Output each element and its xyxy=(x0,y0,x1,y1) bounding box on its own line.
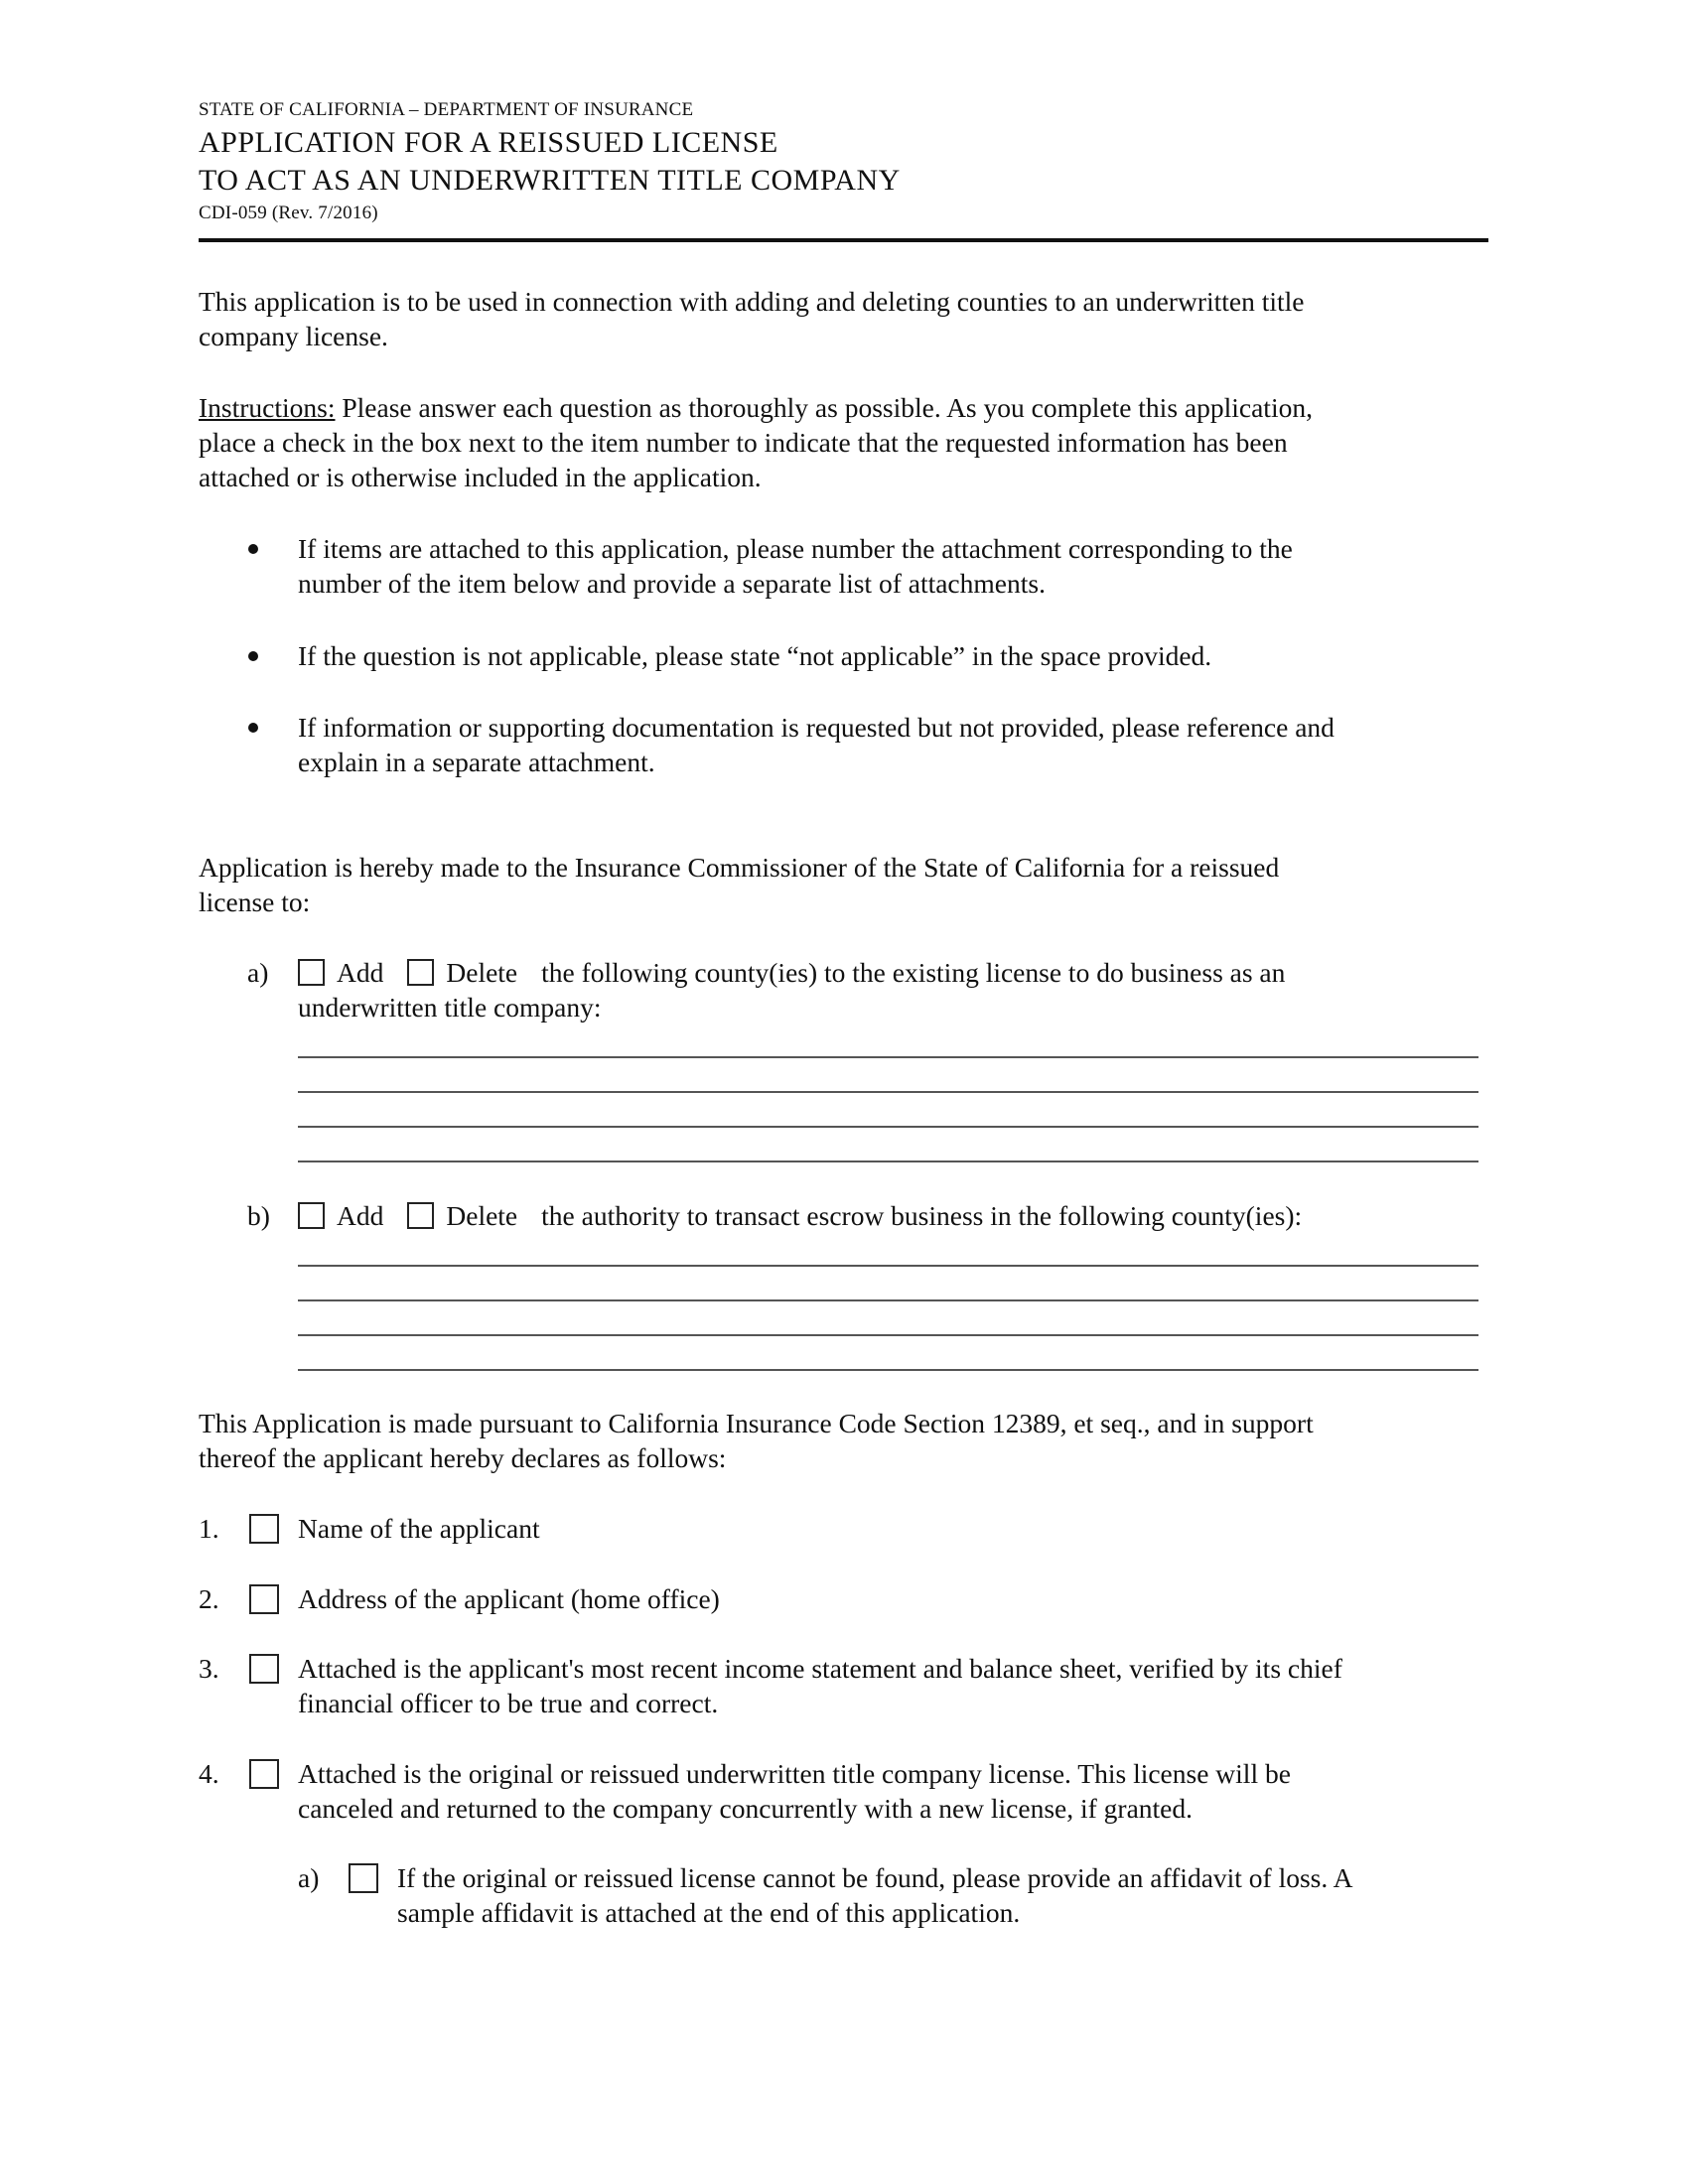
pursuant-line-2: thereof the applicant hereby declares as follows: xyxy=(199,1442,727,1473)
bullet-icon xyxy=(248,544,258,554)
instructions-line-1 xyxy=(199,390,1313,425)
item-4-text-line-2: canceled and returned to the company concurrently with a new license, if granted. xyxy=(298,1793,1194,1824)
option-a-letter: a) xyxy=(247,957,269,988)
form-title-line-1: APPLICATION FOR A REISSUED LICENSE xyxy=(199,126,778,159)
instructions-text: Please answer each question as thoroughly as possible. As you complete this application, xyxy=(335,392,1313,423)
item-3-number: 3. xyxy=(199,1653,219,1684)
option-a-text-line-2: underwritten title company: xyxy=(298,992,602,1023)
option-b-text: the authority to transact escrow business in the following county(ies): xyxy=(541,1200,1303,1231)
item-4a-checkbox[interactable] xyxy=(349,1863,378,1893)
item-1-text: Name of the applicant xyxy=(298,1513,540,1544)
item-4-number: 4. xyxy=(199,1758,219,1789)
agency-name: STATE OF CALIFORNIA – DEPARTMENT OF INSURANCE xyxy=(199,99,694,120)
item-4a-text-line-2: sample affidavit is attached at the end of this application. xyxy=(397,1897,1021,1928)
item-1-number: 1. xyxy=(199,1513,219,1544)
instructions-line-2: place a check in the box next to the item number to indicate that the requested information has been xyxy=(199,427,1288,458)
option-a-row xyxy=(298,955,1285,990)
item-3-text-line-2: financial officer to be true and correct. xyxy=(298,1688,719,1718)
purpose-line-2: company license. xyxy=(199,321,388,351)
add-checkbox[interactable] xyxy=(298,1202,325,1229)
option-a-text: the following county(ies) to the existing license to do business as an xyxy=(541,957,1286,988)
delete-label: Delete xyxy=(446,1200,518,1231)
add-label: Add xyxy=(337,957,384,988)
bullet-3-line-2: explain in a separate attachment. xyxy=(298,747,655,777)
bullet-1-line-2: number of the item below and provide a separate list of attachments. xyxy=(298,568,1046,599)
escrow-county-entry-line[interactable] xyxy=(298,1334,1478,1336)
purpose-line-1: This application is to be used in connection with adding and deleting counties to an underwritten title xyxy=(199,286,1305,317)
bullet-icon xyxy=(248,651,258,661)
bullet-3-line-1: If information or supporting documentation is requested but not provided, please reference and xyxy=(298,712,1335,743)
instructions-line-3: attached or is otherwise included in the application. xyxy=(199,462,762,492)
bullet-2-line-1: If the question is not applicable, please state “not applicable” in the space provided. xyxy=(298,640,1212,671)
application-line-2: license to: xyxy=(199,887,311,917)
add-checkbox[interactable] xyxy=(298,959,325,986)
bullet-1-line-1: If items are attached to this application, please number the attachment corresponding to the xyxy=(298,533,1293,564)
application-line-1: Application is hereby made to the Insurance Commissioner of the State of California for a reissued xyxy=(199,852,1280,883)
form-number: CDI-059 (Rev. 7/2016) xyxy=(199,203,378,223)
county-entry-line[interactable] xyxy=(298,1126,1478,1128)
pursuant-line-1: This Application is made pursuant to California Insurance Code Section 12389, et seq., and in support xyxy=(199,1408,1314,1438)
item-4-checkbox[interactable] xyxy=(249,1759,279,1789)
item-2-number: 2. xyxy=(199,1583,219,1614)
delete-checkbox[interactable] xyxy=(407,1202,434,1229)
item-4-text-line-1: Attached is the original or reissued underwritten title company license. This license will be xyxy=(298,1758,1291,1789)
item-3-text-line-1: Attached is the applicant's most recent income statement and balance sheet, verified by its chief xyxy=(298,1653,1342,1684)
delete-checkbox[interactable] xyxy=(407,959,434,986)
option-b-letter: b) xyxy=(247,1200,270,1231)
delete-label: Delete xyxy=(446,957,518,988)
instructions-label: Instructions: xyxy=(199,392,336,423)
form-title-line-2: TO ACT AS AN UNDERWRITTEN TITLE COMPANY xyxy=(199,164,901,197)
escrow-county-entry-line[interactable] xyxy=(298,1299,1478,1301)
county-entry-line[interactable] xyxy=(298,1056,1478,1058)
bullet-icon xyxy=(248,723,258,733)
item-4a-letter: a) xyxy=(298,1862,320,1893)
county-entry-line[interactable] xyxy=(298,1160,1478,1162)
item-3-checkbox[interactable] xyxy=(249,1654,279,1684)
item-4a-text-line-1: If the original or reissued license cannot be found, please provide an affidavit of loss. A xyxy=(397,1862,1353,1893)
option-b-row xyxy=(298,1198,1302,1233)
escrow-county-entry-line[interactable] xyxy=(298,1265,1478,1267)
add-label: Add xyxy=(337,1200,384,1231)
item-2-text: Address of the applicant (home office) xyxy=(298,1583,720,1614)
escrow-county-entry-line[interactable] xyxy=(298,1369,1478,1371)
header-divider xyxy=(199,238,1488,242)
item-2-checkbox[interactable] xyxy=(249,1584,279,1614)
item-1-checkbox[interactable] xyxy=(249,1514,279,1544)
county-entry-line[interactable] xyxy=(298,1091,1478,1093)
